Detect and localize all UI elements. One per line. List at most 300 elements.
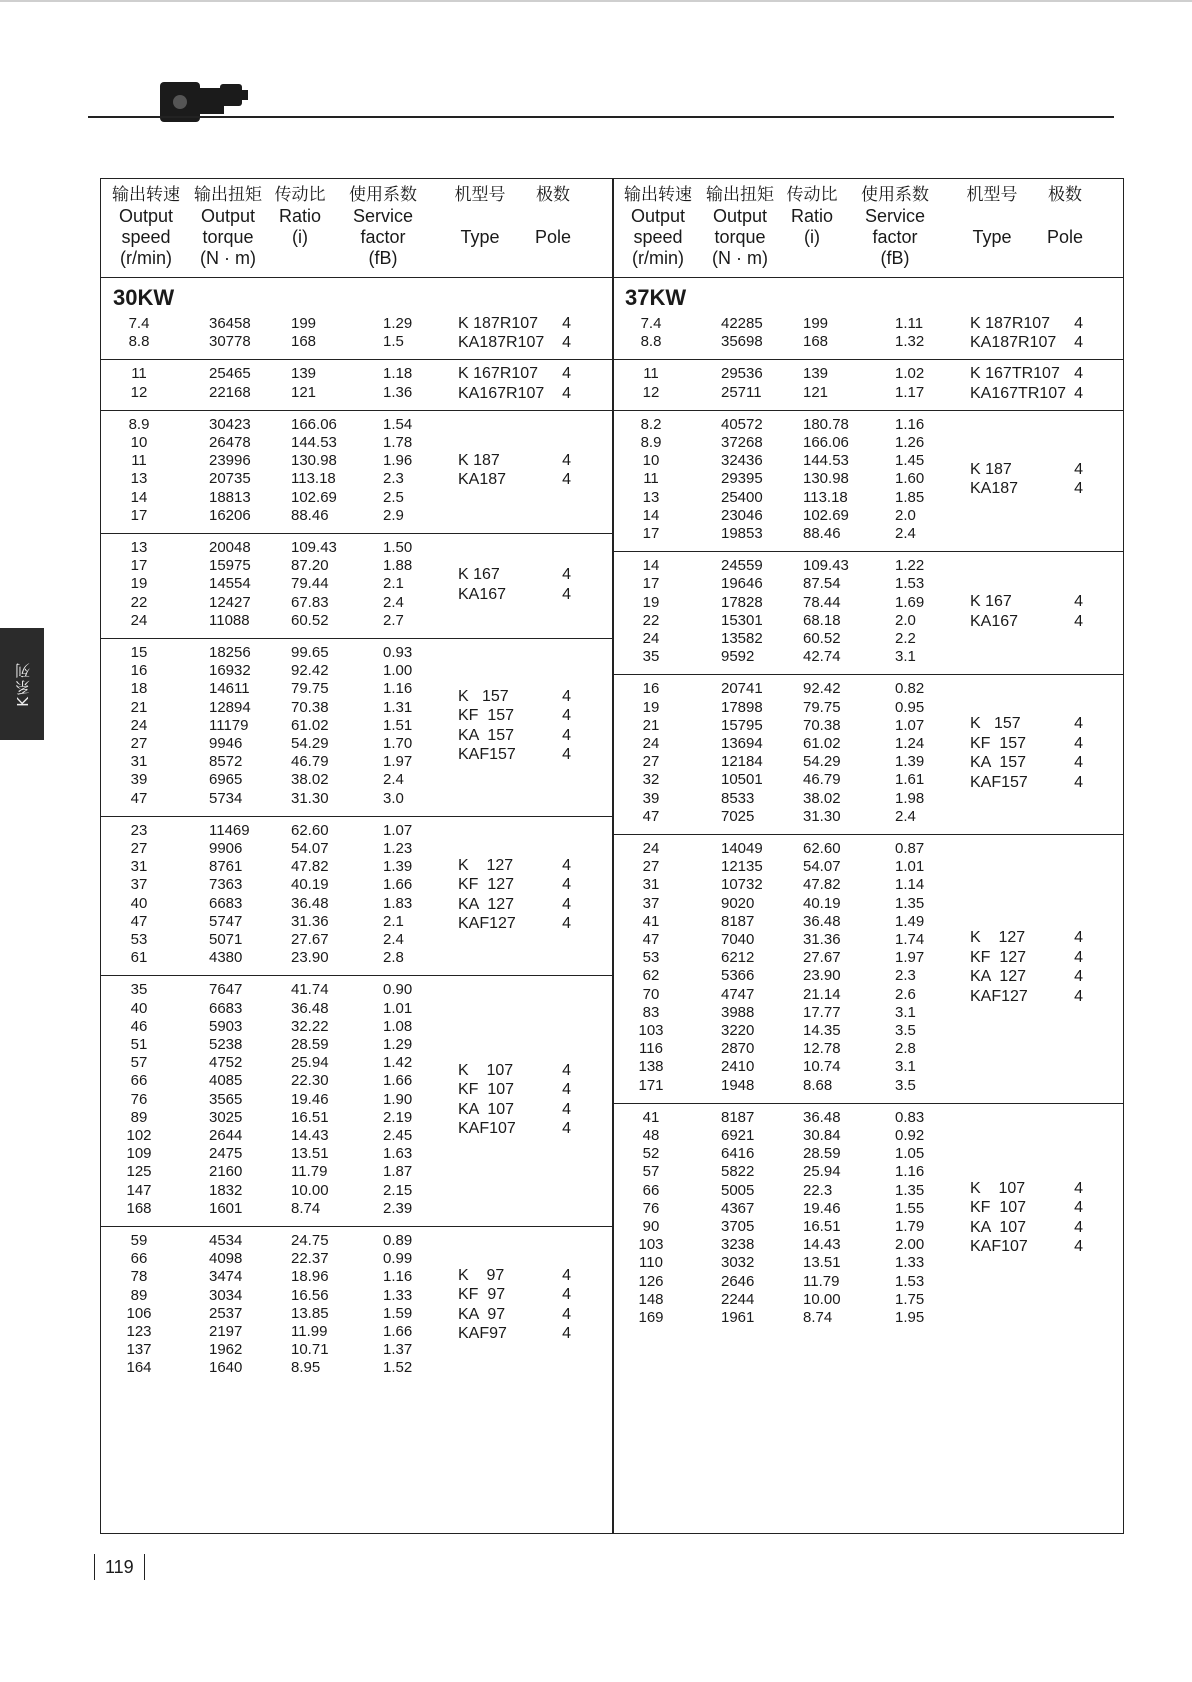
table-cell: 23.90 [803, 967, 841, 985]
header-cell [699, 185, 781, 269]
table-cell: 17898 [721, 698, 763, 716]
pole-value: 4 [1074, 948, 1083, 966]
table-row [101, 1091, 613, 1109]
table-row [613, 1004, 1123, 1022]
table-row [613, 876, 1123, 894]
table-row [101, 612, 613, 630]
header-cell [187, 185, 269, 269]
pole-value: 4 [1074, 734, 1083, 752]
table-cell: 1.70 [383, 735, 413, 752]
table-cell: 32.22 [291, 1017, 329, 1035]
header-cell [943, 185, 1041, 248]
table-cell: 1.33 [383, 1286, 413, 1304]
header-en: (i) [804, 227, 820, 247]
table-cell: 10732 [721, 876, 763, 894]
table-cell: 5822 [721, 1163, 755, 1181]
type-label: KF 157 [970, 734, 1027, 752]
table-cell: 7.4 [640, 315, 662, 332]
table-cell: 2.8 [895, 1040, 916, 1058]
table-cell: 30778 [209, 333, 251, 351]
table-cell: 1.02 [895, 365, 925, 383]
table-row [613, 1291, 1123, 1309]
table-cell: 46 [130, 1017, 148, 1035]
table-cell: 18813 [209, 488, 251, 506]
type-label: K 127 [970, 929, 1026, 947]
table-cell: 14 [642, 557, 660, 575]
table-row [101, 1072, 613, 1090]
header-cn: 使用系数 [861, 185, 929, 205]
table-cell: 1962 [209, 1341, 243, 1359]
pole-value: 4 [1074, 1238, 1083, 1256]
table-cell: 38.02 [803, 789, 841, 807]
pole-value: 4 [562, 726, 571, 744]
table-row [613, 1236, 1123, 1254]
table-cell: 11088 [209, 611, 250, 629]
table-cell: 11.79 [803, 1272, 840, 1290]
table-cell: 19 [130, 575, 148, 593]
table-cell: 17828 [721, 593, 763, 611]
type-list [458, 565, 506, 604]
table-row [101, 699, 613, 717]
table-cell: 10.00 [803, 1290, 841, 1308]
pole-value: 4 [562, 1266, 571, 1284]
table-cell: 16.51 [291, 1108, 329, 1126]
table-cell: 2160 [209, 1163, 243, 1181]
table-row [613, 735, 1123, 753]
table-cell: 10.74 [803, 1058, 841, 1076]
table-row [613, 630, 1123, 648]
type-label: KA 107 [970, 1218, 1027, 1236]
table-cell: 2.6 [895, 985, 916, 1003]
table-cell: 16.56 [291, 1286, 329, 1304]
type-list [970, 928, 1028, 1006]
table-cell: 1.5 [383, 333, 404, 351]
table-cell: 14049 [721, 840, 763, 857]
table-cell: 36.48 [291, 894, 329, 912]
table-cell: 1.63 [383, 1145, 413, 1163]
table-row [101, 1200, 613, 1218]
table-cell: 17 [130, 557, 148, 575]
table-cell: 92.42 [291, 662, 329, 680]
table-cell: 60.52 [291, 611, 329, 629]
header-en: Ratio [278, 206, 322, 226]
table-cell: 126 [638, 1272, 664, 1290]
table-cell: 1.97 [383, 753, 413, 771]
table-cell: 166.06 [803, 433, 849, 451]
table-cell: 1.16 [383, 680, 413, 698]
table-cell: 89 [130, 1108, 148, 1126]
table-cell: 4752 [209, 1054, 243, 1072]
table-row [101, 1268, 613, 1286]
pole-value: 4 [1074, 365, 1083, 383]
header-cn: 机型号 [966, 185, 1018, 205]
header-en: (i) [292, 227, 308, 247]
table-cell: 61.02 [291, 716, 329, 734]
header-cn: 极数 [1048, 185, 1082, 205]
table-cell: 102.69 [803, 506, 849, 524]
table-cell: 1.74 [895, 931, 925, 948]
table-cell: 46.79 [291, 753, 329, 771]
table-row [613, 1058, 1123, 1076]
table-cell: 8.74 [291, 1199, 321, 1217]
table-cell: 1.37 [383, 1341, 413, 1359]
table-cell: 87.54 [803, 575, 841, 593]
pole-value: 4 [1074, 612, 1083, 630]
header-cn: 传动比 [786, 185, 838, 205]
table-cell: 47 [130, 912, 148, 930]
table-cell: 30.84 [803, 1126, 841, 1144]
table-cell: 8.95 [291, 1359, 321, 1377]
table-cell: 109.43 [291, 539, 337, 556]
table-cell: 1.39 [895, 753, 925, 771]
type-label: KA 127 [970, 968, 1027, 986]
table-cell: 24.75 [291, 1232, 329, 1249]
header-en: factor [872, 227, 918, 247]
table-row [101, 1182, 613, 1200]
pole-value: 4 [1074, 460, 1083, 478]
header-en: (N · m) [712, 248, 768, 268]
pole-list [547, 856, 571, 934]
table-37kw [612, 178, 1124, 1534]
header-en: (r/min) [120, 248, 172, 268]
table-cell: 66 [642, 1181, 660, 1199]
table-cell: 53 [130, 930, 148, 948]
type-label: KF 127 [458, 876, 515, 894]
table-cell: 13 [130, 470, 148, 488]
pole-value: 4 [562, 707, 571, 725]
pole-list [1059, 364, 1083, 403]
table-cell: 10.71 [291, 1341, 329, 1359]
table-cell: 12894 [209, 698, 251, 716]
table-cell: 0.82 [895, 680, 925, 698]
table-cell: 70 [642, 985, 660, 1003]
table-cell: 35 [642, 648, 660, 666]
table-row [101, 1323, 613, 1341]
table-row [101, 489, 613, 507]
type-label: K 97 [458, 1266, 505, 1284]
type-label: KA 97 [458, 1305, 506, 1323]
table-cell: 8.68 [803, 1076, 833, 1094]
pole-list [1059, 460, 1083, 499]
table-cell: 18256 [209, 644, 251, 661]
table-cell: 16932 [209, 662, 251, 680]
pole-value: 4 [1074, 1179, 1083, 1197]
table-cell: 78 [130, 1268, 148, 1286]
table-cell: 1.32 [895, 333, 925, 351]
table-cell: 139 [803, 365, 829, 383]
pole-list [547, 1266, 571, 1344]
pole-value: 4 [562, 687, 571, 705]
table-cell: 11179 [209, 716, 249, 734]
table-cell: 1832 [209, 1181, 243, 1199]
table-cell: 5366 [721, 967, 755, 985]
table-cell: 62.60 [803, 840, 841, 857]
table-cell: 31.36 [291, 912, 329, 930]
table-cell: 5005 [721, 1181, 755, 1199]
type-label: K 167 [970, 593, 1012, 611]
table-row [613, 470, 1123, 488]
table-cell: 0.87 [895, 840, 925, 857]
table-cell: 1.50 [383, 539, 413, 556]
table-cell: 168 [126, 1199, 152, 1217]
table-row [101, 1359, 613, 1377]
table-cell: 19.46 [803, 1199, 841, 1217]
type-label: KA 157 [970, 754, 1027, 772]
scan-top-edge [0, 0, 1192, 2]
table-row [101, 1305, 613, 1323]
type-label: KF 107 [458, 1081, 515, 1099]
type-label: K 167 [458, 566, 500, 583]
table-cell: 1.18 [383, 365, 413, 383]
type-label: KF 127 [970, 948, 1027, 966]
table-cell: 2.1 [383, 912, 404, 930]
table-cell: 2.19 [383, 1108, 413, 1126]
table-cell: 1.55 [895, 1199, 925, 1217]
table-cell: 164 [126, 1359, 152, 1377]
table-row [613, 489, 1123, 507]
table-cell: 166.06 [291, 415, 337, 433]
type-label: K 187R107 [458, 314, 539, 332]
table-cell: 4085 [209, 1072, 243, 1090]
table-cell: 2.5 [383, 488, 404, 506]
table-cell: 25.94 [291, 1054, 329, 1072]
table-cell: 11 [131, 365, 147, 383]
table-cell: 0.95 [895, 698, 925, 716]
table-cell: 12184 [721, 753, 763, 771]
table-cell: 23996 [209, 452, 251, 470]
table-cell: 79.75 [803, 698, 841, 716]
table-cell: 110 [639, 1254, 663, 1272]
table-row [613, 895, 1123, 913]
table-cell: 3.1 [895, 1058, 916, 1076]
type-list [970, 1179, 1028, 1257]
table-cell: 2.45 [383, 1126, 413, 1144]
table-row [613, 1273, 1123, 1291]
table-cell: 87.20 [291, 557, 329, 575]
pole-list [1059, 314, 1083, 353]
table-cell: 8.9 [128, 415, 150, 433]
type-label: KA187R107 [970, 334, 1057, 352]
table-cell: 1.54 [383, 415, 413, 433]
table-cell: 4367 [721, 1199, 755, 1217]
table-cell: 28.59 [291, 1035, 329, 1053]
table-cell: 8.74 [803, 1308, 833, 1326]
type-label: KA187R107 [458, 334, 545, 352]
table-cell: 66 [130, 1250, 148, 1268]
pole-value: 4 [562, 1325, 571, 1343]
table-cell: 1.23 [383, 839, 413, 857]
table-cell: 13.51 [291, 1145, 329, 1163]
table-cell: 27.67 [291, 930, 329, 948]
table-cell: 1.69 [895, 593, 925, 611]
table-cell: 113.18 [803, 488, 848, 506]
table-cell: 0.92 [895, 1126, 925, 1144]
pole-value: 4 [1074, 987, 1083, 1005]
gear-group [613, 834, 1123, 1103]
table-cell: 130.98 [291, 452, 337, 470]
table-cell: 11 [643, 365, 659, 383]
table-cell: 144.53 [803, 452, 849, 470]
type-label: K 167R107 [458, 365, 539, 383]
table-cell: 2410 [721, 1058, 755, 1076]
gear-group [101, 1226, 613, 1386]
table-cell: 13582 [721, 629, 763, 647]
table-cell: 8572 [209, 753, 243, 771]
table-cell: 16.51 [803, 1217, 841, 1235]
pole-value: 4 [1074, 480, 1083, 498]
pole-value: 4 [562, 895, 571, 913]
table-cell: 6921 [721, 1126, 755, 1144]
table-cell: 1.35 [895, 1181, 925, 1199]
table-row [613, 680, 1123, 698]
table-row [101, 662, 613, 680]
header-en: Pole [534, 227, 572, 247]
table-cell: 6212 [721, 949, 755, 967]
pole-value: 4 [562, 471, 571, 489]
table-cell: 68.18 [803, 611, 841, 629]
pole-value: 4 [562, 1061, 571, 1079]
pole-value: 4 [562, 1305, 571, 1323]
table-cell: 27 [642, 858, 660, 876]
table-cell: 27 [130, 735, 148, 752]
table-row [613, 525, 1123, 543]
table-cell: 2870 [721, 1040, 755, 1058]
table-cell: 19 [642, 698, 660, 716]
type-list [458, 314, 544, 353]
pole-list [547, 1061, 571, 1139]
table-cell: 13.85 [291, 1304, 329, 1322]
table-cell: 42285 [721, 315, 763, 332]
table-row [101, 507, 613, 525]
table-cell: 3034 [209, 1286, 243, 1304]
table-cell: 2197 [209, 1323, 243, 1340]
table-cell: 1.05 [895, 1145, 925, 1163]
table-cell: 1.83 [383, 894, 413, 912]
table-cell: 19853 [721, 524, 763, 542]
type-label: KA187 [970, 480, 1019, 498]
pole-value: 4 [1074, 593, 1083, 611]
table-cell: 1.75 [895, 1290, 925, 1308]
header-cell [527, 185, 579, 248]
table-cell: 130.98 [803, 470, 849, 488]
table-row [101, 452, 613, 470]
header-cn: 输出扭矩 [194, 185, 262, 205]
table-cell: 3705 [721, 1217, 755, 1235]
table-row [613, 858, 1123, 876]
type-list [458, 856, 516, 934]
table-cell: 1.49 [895, 912, 925, 930]
table-row [613, 913, 1123, 931]
table-cell: 3565 [209, 1090, 243, 1108]
type-label: K 127 [458, 856, 514, 874]
table-cell: 11469 [209, 821, 250, 839]
type-list [970, 714, 1028, 792]
table-cell: 48 [642, 1126, 660, 1144]
table-cell: 19646 [721, 575, 763, 593]
header-en: (fB) [880, 248, 910, 268]
type-label: KF 97 [458, 1286, 506, 1304]
header-cell [849, 185, 941, 269]
table-cell: 5903 [209, 1017, 243, 1035]
table-cell: 1.59 [383, 1304, 413, 1322]
table-cell: 1.45 [895, 452, 925, 470]
table-row [101, 840, 613, 858]
table-cell: 25465 [209, 365, 251, 383]
table-cell: 28.59 [803, 1145, 841, 1163]
header-en: (N · m) [200, 248, 256, 268]
pole-value: 4 [1074, 384, 1083, 402]
header-en: Output [118, 206, 174, 226]
table-cell: 12 [642, 383, 660, 401]
table-cell: 16 [642, 680, 660, 698]
table-cell: 2.0 [895, 506, 916, 524]
table-row [613, 1163, 1123, 1181]
type-label: KA 127 [458, 895, 515, 913]
table-row [613, 1040, 1123, 1058]
table-cell: 147 [126, 1181, 152, 1199]
header-cell [337, 185, 429, 269]
table-cell: 1.16 [383, 1268, 413, 1286]
type-list [970, 314, 1056, 353]
table-cell: 21 [642, 716, 660, 734]
table-row [613, 1200, 1123, 1218]
table-cell: 4380 [209, 949, 243, 967]
table-cell: 2646 [721, 1272, 755, 1290]
table-cell: 1.22 [895, 557, 925, 575]
table-row [101, 822, 613, 840]
table-row [101, 771, 613, 789]
table-30kw [100, 178, 614, 1534]
type-label: K 187 [458, 451, 500, 469]
table-row [101, 981, 613, 999]
table-cell: 1.78 [383, 433, 413, 451]
table-cell: 1.96 [383, 452, 413, 470]
header-rule [88, 116, 1114, 118]
table-cell: 1.60 [895, 470, 925, 488]
table-row [101, 1036, 613, 1054]
table-cell: 123 [126, 1323, 152, 1340]
table-cell: 2.4 [895, 524, 916, 542]
header-en: Pole [1046, 227, 1084, 247]
table-cell: 17 [642, 575, 660, 593]
table-row [101, 594, 613, 612]
table-cell: 1.39 [383, 858, 413, 876]
table-cell: 18.96 [291, 1268, 329, 1286]
table-cell: 51 [130, 1035, 148, 1053]
table-row [613, 699, 1123, 717]
table-cell: 54.07 [291, 839, 329, 857]
gear-group [613, 1103, 1123, 1335]
pole-value: 4 [1074, 968, 1083, 986]
table-cell: 5071 [209, 930, 243, 948]
gear-group [613, 309, 1123, 359]
type-list [458, 451, 506, 490]
table-cell: 1.33 [895, 1254, 925, 1272]
table-cell: 60.52 [803, 629, 841, 647]
table-cell: 1.53 [895, 575, 925, 593]
table-row [613, 808, 1123, 826]
table-cell: 106 [126, 1304, 152, 1322]
table-cell: 9592 [721, 648, 755, 666]
table-cell: 3025 [209, 1108, 243, 1126]
table-cell: 32436 [721, 452, 763, 470]
pole-value: 4 [562, 1081, 571, 1099]
table-cell: 1.36 [383, 383, 413, 401]
header-cn: 机型号 [454, 185, 506, 205]
header-en: (fB) [368, 248, 398, 268]
table-cell: 40 [130, 999, 148, 1017]
table-row [613, 434, 1123, 452]
